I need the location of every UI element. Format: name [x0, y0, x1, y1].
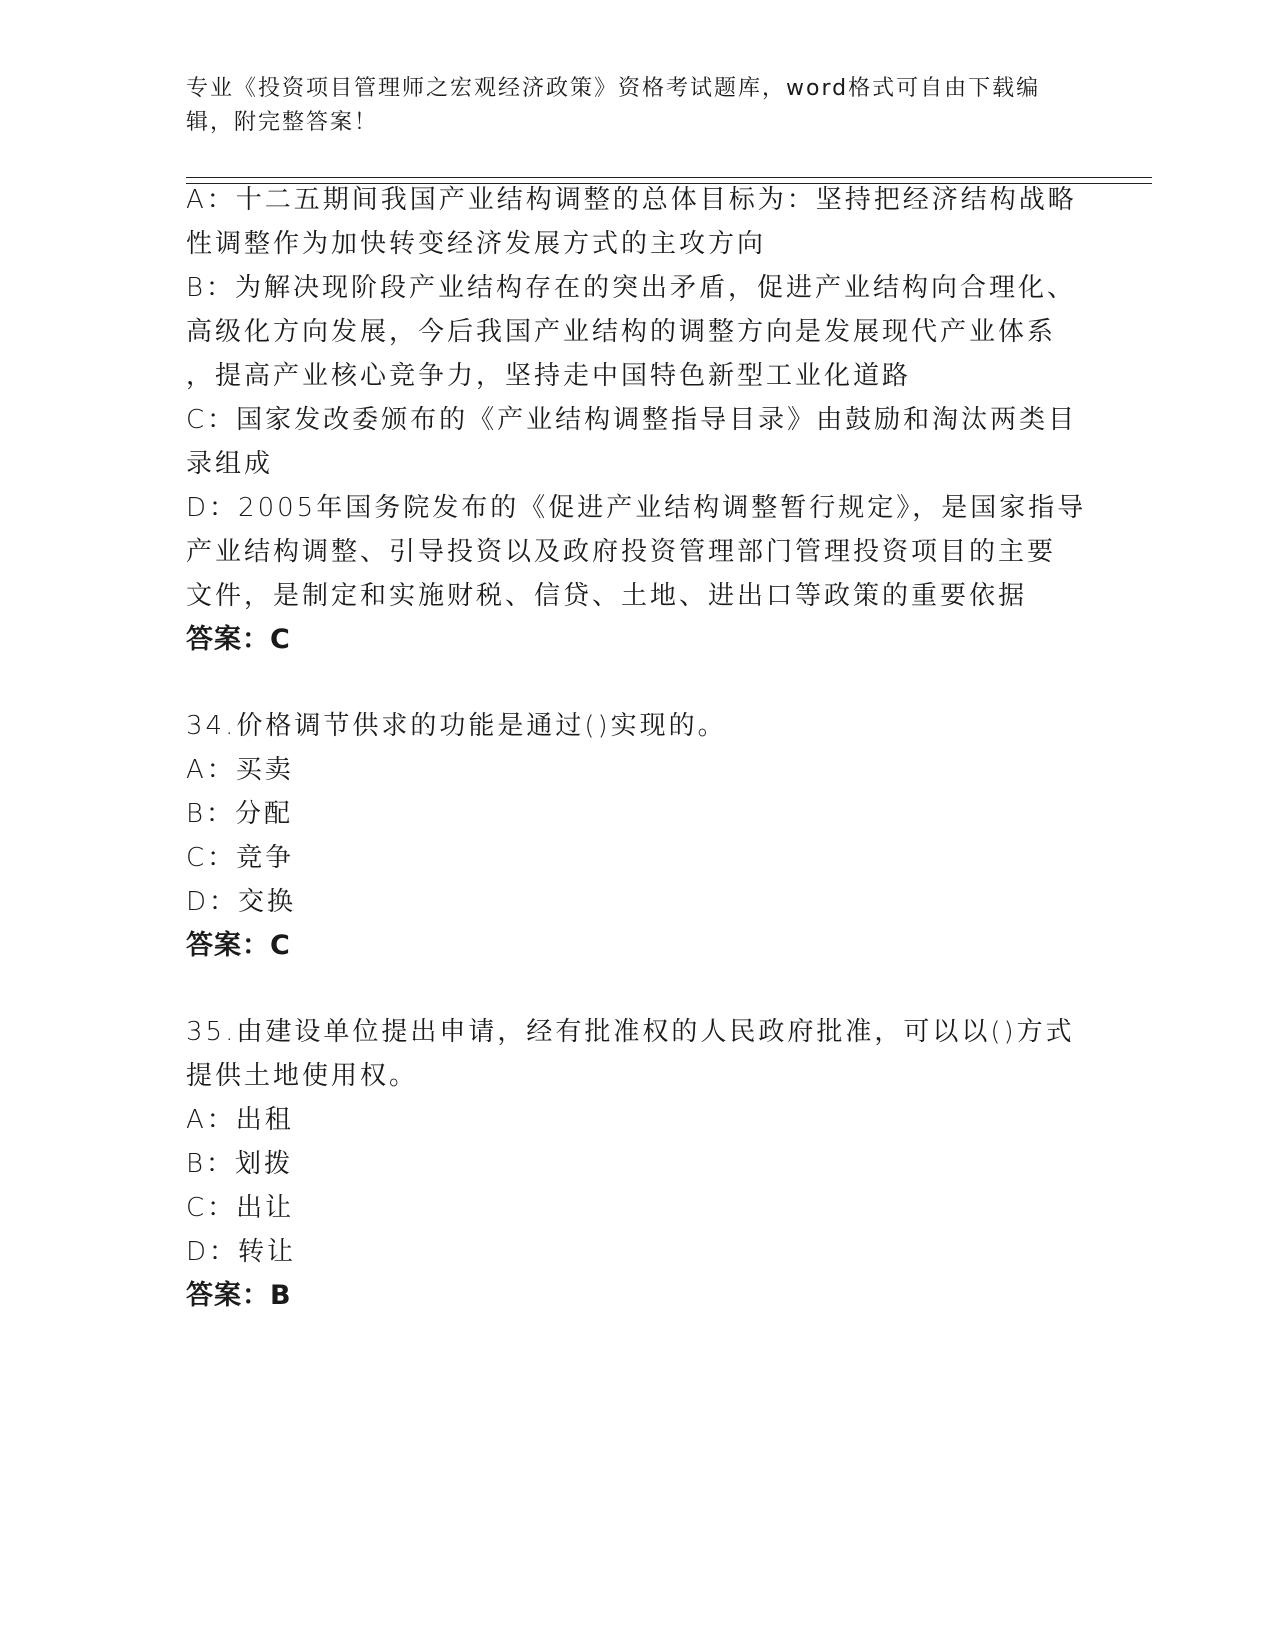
q35-answer: 答案：B — [186, 1280, 292, 1311]
q33-option-c-line-1: C：国家发改委颁布的《产业结构调整指导目录》由鼓励和淘汰两类目 — [186, 405, 1078, 435]
q34-question: 34.价格调节供求的功能是通过()实现的。 — [186, 711, 727, 741]
document-header — [186, 72, 1066, 140]
q33-option-d-line-1: D：2005年国务院发布的《促进产业结构调整暂行规定》，是国家指导 — [186, 493, 1087, 523]
q33-option-a-line-2: 性调整作为加快转变经济发展方式的主攻方向 — [186, 229, 767, 259]
header-divider-top — [186, 177, 1152, 178]
q33-option-d-line-3: 文件，是制定和实施财税、信贷、土地、进出口等政策的重要依据 — [186, 581, 1028, 611]
q35-question-line-1: 35.由建设单位提出申请，经有批准权的人民政府批准，可以以()方式 — [186, 1017, 1075, 1047]
q33-option-b-line-2: 高级化方向发展，今后我国产业结构的调整方向是发展现代产业体系 — [186, 317, 1057, 347]
q33-option-b-line-1: B：为解决现阶段产业结构存在的突出矛盾，促进产业结构向合理化、 — [186, 273, 1077, 303]
q35-option-a: A：出租 — [186, 1105, 294, 1135]
q33-option-c-line-2: 录组成 — [186, 449, 274, 479]
q33-option-b-line-3: ，提高产业核心竞争力，坚持走中国特色新型工业化道路 — [186, 361, 912, 391]
q33-option-a-line-1: A：十二五期间我国产业结构调整的总体目标为：坚持把经济结构战略 — [186, 185, 1077, 215]
q34-option-a: A：买卖 — [186, 755, 294, 785]
q35-question-line-2: 提供土地使用权。 — [186, 1061, 419, 1091]
q34-answer: 答案：C — [186, 930, 291, 961]
header-line-2: 辑，附完整答案！ — [186, 110, 379, 135]
q35-option-c: C：出让 — [186, 1193, 295, 1223]
q33-option-d-line-2: 产业结构调整、引导投资以及政府投资管理部门管理投资项目的主要 — [186, 537, 1057, 567]
q34-option-c: C：竞争 — [186, 843, 295, 873]
header-line-1: 专业《投资项目管理师之宏观经济政策》资格考试题库，word格式可自由下载编 — [186, 76, 1041, 101]
q35-option-b: B：划拨 — [186, 1149, 294, 1179]
q35-option-d: D：转让 — [186, 1237, 297, 1267]
q33-answer: 答案：C — [186, 624, 291, 655]
q34-option-d: D：交换 — [186, 887, 297, 917]
q34-option-b: B：分配 — [186, 799, 294, 829]
